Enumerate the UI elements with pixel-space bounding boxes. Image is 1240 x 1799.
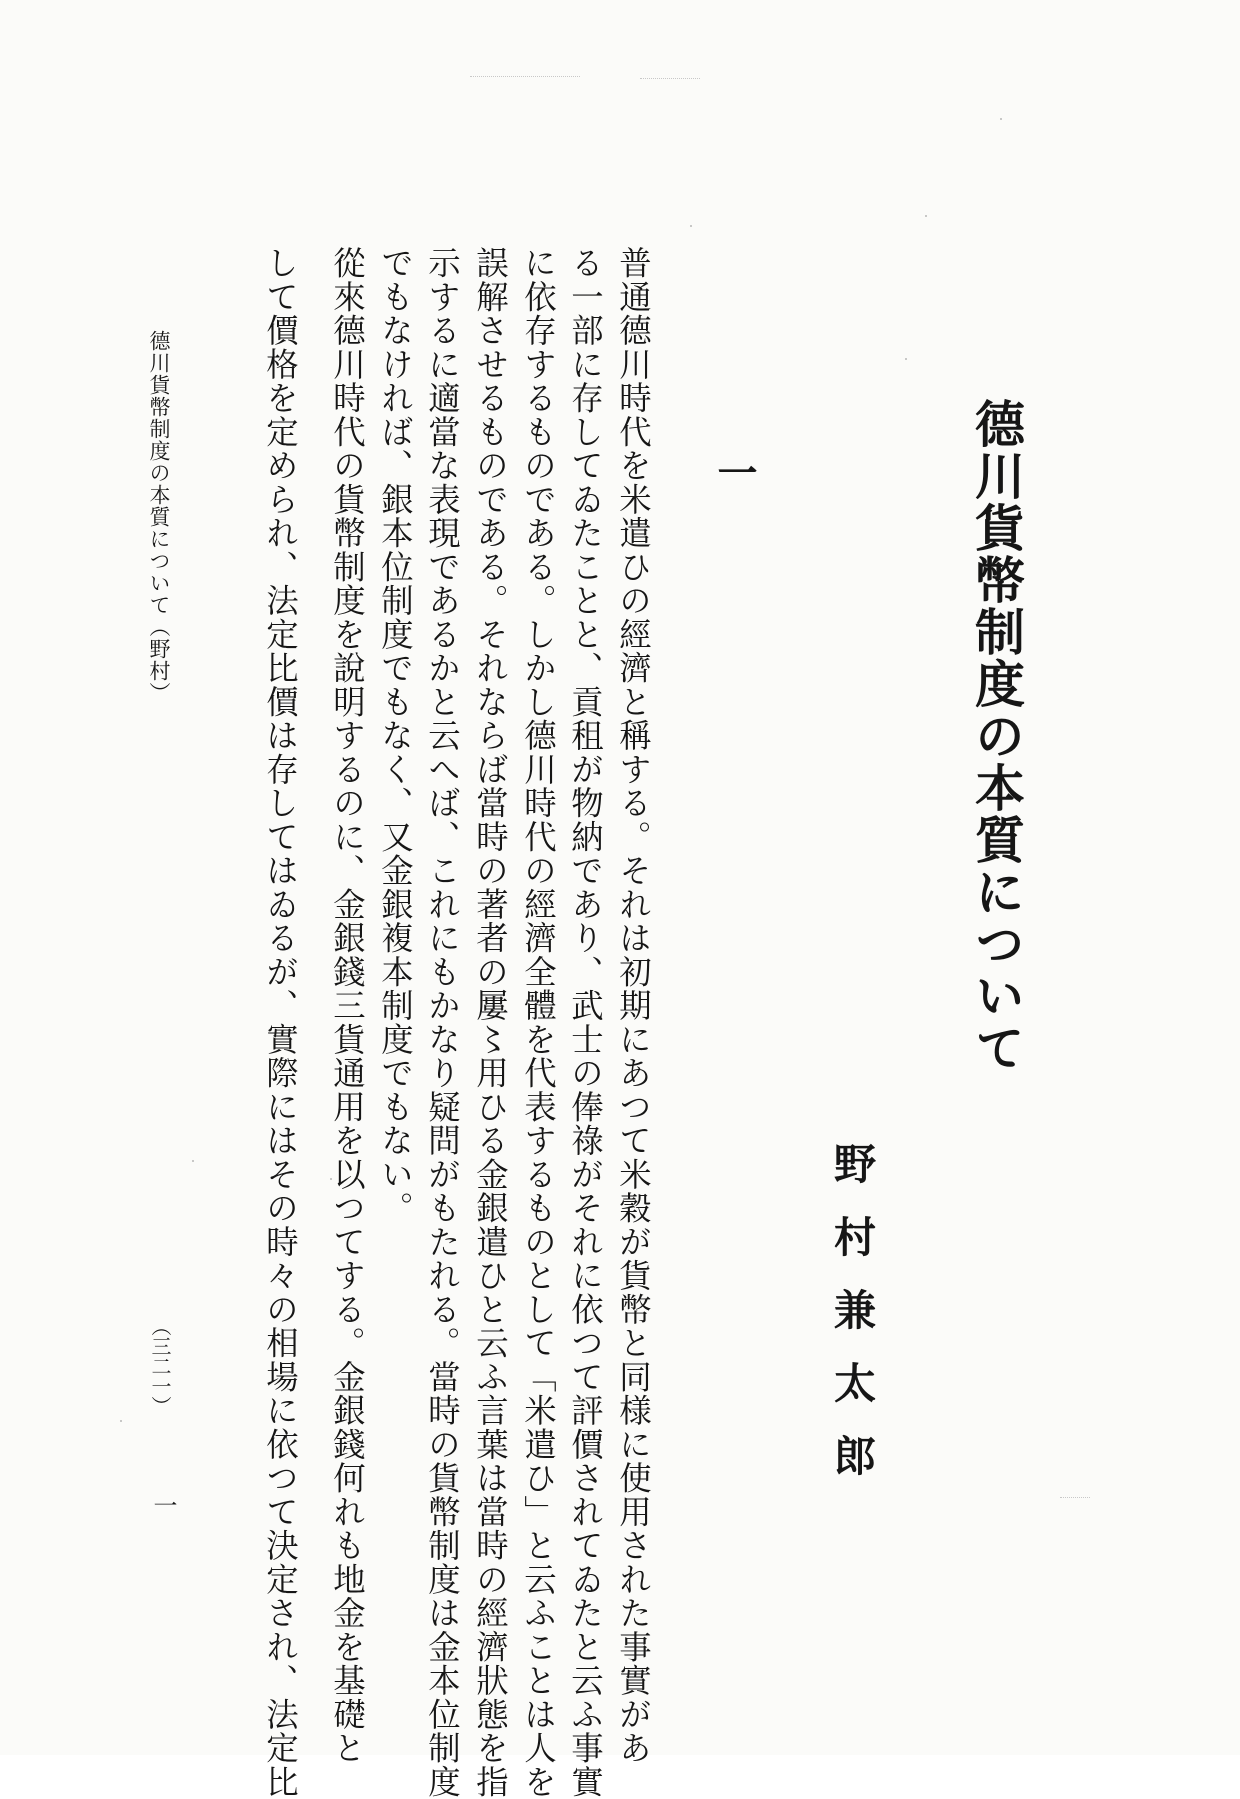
scan-artifact	[925, 215, 927, 217]
body-line-6: でもなければ、銀本位制度でもなく、又金銀複本制度でもない。	[376, 246, 415, 1225]
scan-artifact	[1000, 118, 1002, 120]
body-line-3: に依存するものである。しかし德川時代の經濟全體を代表するものとして「米遣ひ」と云ふことは人を	[519, 246, 558, 1799]
body-line-7: 從來德川時代の貨幣制度を說明するのに、金銀錢三貨通用を以つてする。金銀錢何れも地金を基礎と	[328, 246, 367, 1765]
article-author: 野村兼太郎	[828, 1142, 877, 1507]
page-number: 一	[149, 1493, 177, 1517]
body-line-5: 示するに適當な表現であるかと云へば、これにもかなり疑問がもたれる。當時の貨幣制度は金本位制度	[423, 246, 462, 1799]
section-number: 一	[711, 452, 758, 492]
scan-artifact	[690, 225, 692, 227]
scan-artifact	[640, 78, 700, 80]
scan-artifact	[1060, 1497, 1090, 1499]
body-line-2: る一部に存してゐたことと、貢租が物納であり、武士の俸祿がそれに依つて評價されてゐたと云ふ事實	[566, 246, 605, 1799]
scan-artifact	[470, 76, 580, 78]
running-title: 德川貨幣制度の本質について（野村）	[147, 330, 171, 704]
body-line-1: 普通德川時代を米遣ひの經濟と稱する。それは初期にあつて米穀が貨幣と同様に使用された事實があ	[614, 246, 653, 1765]
page-number-kanji: （三二一）	[148, 1316, 172, 1416]
scan-artifact	[905, 358, 907, 360]
body-line-4: 誤解させるものである。それならば當時の著者の屢〻用ひる金銀遣ひと云ふ言葉は當時の經濟狀態を指	[471, 246, 510, 1799]
article-title: 德川貨幣制度の本質について	[967, 398, 1026, 1074]
scan-artifact	[120, 1420, 122, 1422]
body-line-8: して價格を定められ、法定比價は存してはゐるが、實際にはその時々の相場に依つて決定され、法定比	[261, 246, 300, 1799]
scan-artifact	[192, 1160, 194, 1162]
